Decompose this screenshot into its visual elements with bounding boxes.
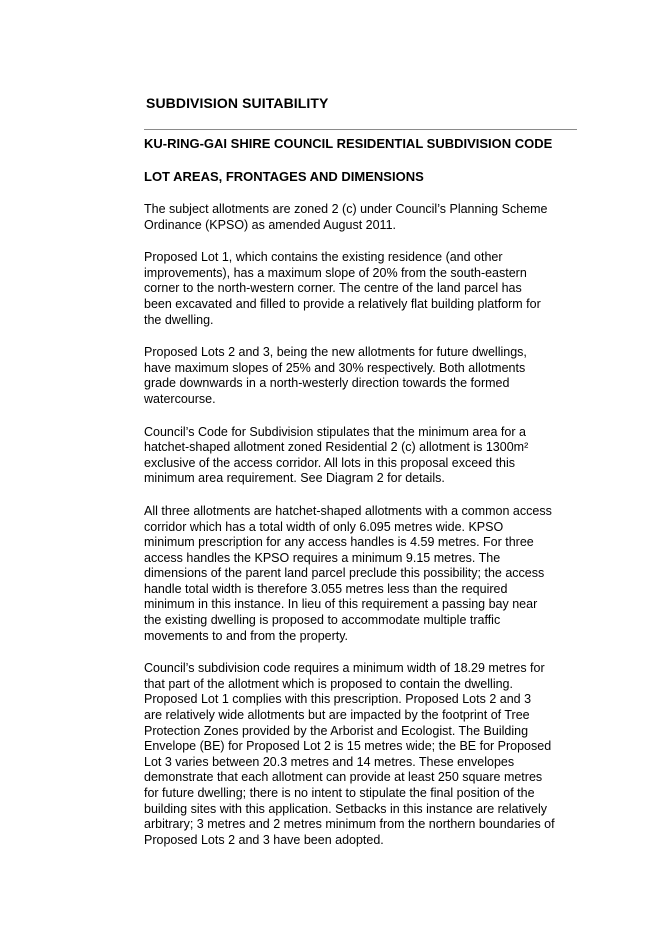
page-title: SUBDIVISION SUITABILITY — [146, 95, 329, 111]
paragraph-minimum-area: Council’s Code for Subdivision stipulates that the minimum area for a hatchet-shaped allotment zoned Residential 2 (c) allotment is 1300m² exclusive of the access corridor. All lots in this proposal exceed this minimum area requirement. See Diagram 2 for details. — [144, 424, 529, 486]
paragraph-lots-2-3: Proposed Lots 2 and 3, being the new allotments for future dwellings, have maximum slopes of 25% and 30% respectively. Both allotments grade downwards in a north-westerly direction towards the formed watercourse. — [144, 345, 527, 406]
document-body — [144, 136, 584, 865]
section-heading-code: KU-RING-GAI SHIRE COUNCIL RESIDENTIAL SUBDIVISION CODE — [144, 136, 553, 151]
paragraph-access-corridor: All three allotments are hatchet-shaped allotments with a common access corridor which has a total width of only 6.095 metres wide. KPSO minimum prescription for any access handles is 4.59 metres. For three access handles the KPSO requires a minimum 9.15 metres. The dimensions of the parent land parcel preclude this possibility; the access handle total width is therefore 3.055 metres less than the required minimum in this instance. In lieu of this requirement a passing bay near the existing dwelling is proposed to accommodate multiple traffic movements to and from the property. — [144, 503, 552, 643]
paragraph-lot-1: Proposed Lot 1, which contains the existing residence (and other improvements), has a maximum slope of 20% from the south-eastern corner to the north-western corner. The centre of the land parcel has been excavated and filled to provide a relatively flat building platform for the dwelling. — [144, 250, 541, 327]
section-heading-lot-areas: LOT AREAS, FRONTAGES AND DIMENSIONS — [144, 169, 424, 184]
paragraph-minimum-width: Council’s subdivision code requires a minimum width of 18.29 metres for that part of the allotment which is proposed to contain the dwelling. Proposed Lot 1 complies with this prescription. Proposed Lots 2 and 3 are relatively wide allotments but are impacted by the footprint of Tree Protection Zones provided by the Arborist and Ecologist. The Building Envelope (BE) for Proposed Lot 2 is 15 metres wide; the BE for Proposed Lot 3 varies between 20.3 metres and 14 metres. These envelopes demonstrate that each allotment can provide at least 250 square metres for future dwelling; there is no intent to stipulate the final position of the building sites with this application. Setbacks in this instance are relatively arbitrary; 3 metres and 2 metres minimum from the northern boundaries of Proposed Lots 2 and 3 have been adopted. — [144, 661, 555, 847]
title-divider — [144, 129, 577, 130]
paragraph-zoning: The subject allotments are zoned 2 (c) under Council’s Planning Scheme Ordinance (KPSO) as amended August 2011. — [144, 202, 548, 232]
